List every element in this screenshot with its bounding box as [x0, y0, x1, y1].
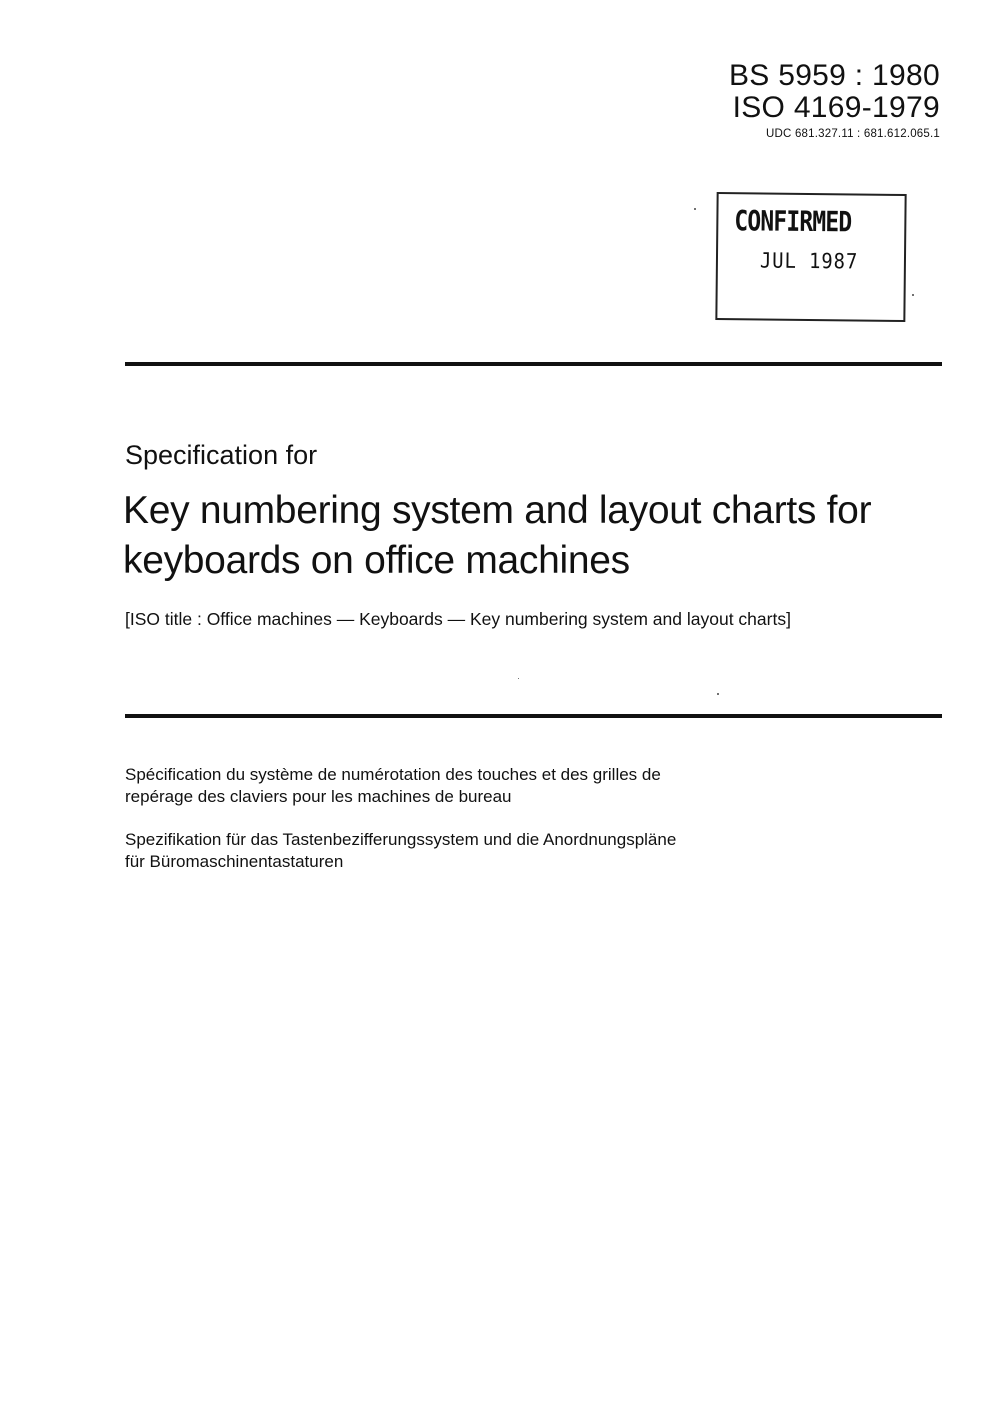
- stamp-date: JUL 1987: [759, 248, 859, 274]
- french-title: [125, 764, 661, 808]
- main-title: [123, 486, 871, 586]
- scan-speck: [694, 208, 696, 210]
- stamp-title: CONFIRMED: [734, 204, 852, 239]
- scan-speck: [518, 678, 519, 679]
- main-title-line-2: keyboards on office machines: [123, 539, 630, 582]
- main-title-line-1: Key numbering system and layout charts for: [123, 489, 872, 532]
- udc-number: UDC 681.327.11 : 681.612.065.1: [766, 128, 940, 140]
- french-title-line-1: Spécification du système de numérotation des touches et des grilles de: [125, 765, 661, 784]
- iso-number: ISO 4169-1979: [732, 91, 940, 124]
- french-title-line-2: repérage des claviers pour les machines de bureau: [125, 787, 512, 806]
- top-divider: [125, 362, 942, 366]
- scan-speck: [912, 294, 914, 296]
- iso-title: [ISO title : Office machines — Keyboards — Key numbering system and layout charts]: [125, 609, 791, 629]
- scan-speck: [717, 693, 719, 695]
- german-title-line-1: Spezifikation für das Tastenbezifferungssystem und die Anordnungspläne: [125, 830, 677, 849]
- standard-identifiers: [729, 60, 940, 140]
- bs-number: BS 5959 : 1980: [728, 59, 940, 92]
- german-title: [125, 829, 676, 873]
- german-title-line-2: für Büromaschinentastaturen: [125, 852, 344, 871]
- confirmed-stamp: [715, 192, 906, 322]
- title-prefix: Specification for: [125, 440, 318, 470]
- bottom-divider: [125, 714, 942, 718]
